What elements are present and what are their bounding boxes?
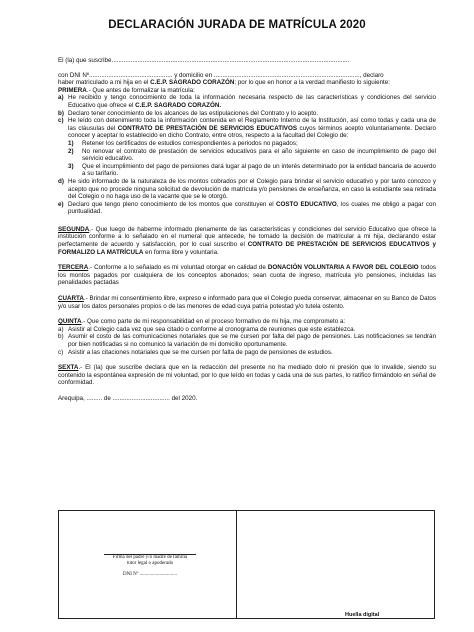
spacer <box>58 387 436 395</box>
spacer <box>58 287 436 295</box>
item-text: Asumir el costo de las comunicaciones notariales que se me cursen por falta del pago de pensiones. Las notificaciones se tendrán por bien notificadas si no comunico la variación de mi domicilio oportunamente. <box>68 333 436 348</box>
item-label: e) <box>58 200 64 208</box>
primera-subitem-2 <box>58 148 436 163</box>
primera-item-c <box>58 117 436 140</box>
item-text <box>68 94 436 109</box>
item-text: Asistir al Colegio cada vez que sea citado o conforme al cronograma de reuniones que este establezca. <box>68 325 356 333</box>
tercera-clause <box>58 264 436 287</box>
clause-text: .- Conforme a lo señalado es mi voluntad otorgar en calidad de <box>88 264 268 272</box>
item-text: Asistir a las citaciones notariales que se me cursen por falta de pago de pensiones de estudios. <box>68 348 333 356</box>
item-text-part: He recibido y tengo conocimiento de toda la información necesaria respecto de las características y condiciones del servicio Educativo que ofrece el <box>68 94 436 109</box>
primera-heading <box>58 87 436 95</box>
intro-line-2: con DNI Nº................................................ y domicilio en ...................................................................................., declaro <box>58 71 384 79</box>
contract-name: CONTRATO DE PRESTACIÓN DE SERVICIOS EDUCATIVOS <box>117 124 298 132</box>
quinta-item-c <box>58 349 436 357</box>
clause-text: en forma libre y voluntaria. <box>143 248 219 256</box>
sexta-clause <box>58 364 436 387</box>
item-text-part: cuyos términos acepto voluntariamente. Declaro conocer y aceptar lo establecido en dicho Contrato, entre otros, respecto a la facultad del Colegio de: <box>68 124 436 140</box>
school-name: C.E.P. SAGRADO CORAZÓN. <box>135 101 222 109</box>
signature-dni: DNI Nº .............................. <box>122 571 178 577</box>
quinta-clause <box>58 318 436 326</box>
clause-head: SEXTA <box>58 364 79 372</box>
school-name: C.E.P. SAGRADO CORAZÓN <box>150 79 235 87</box>
item-text: Retener los certificados de estudios correspondientes a periodos no pagados; <box>82 139 298 147</box>
primera-item-a <box>58 94 436 109</box>
clause-text: .- Que como parte de mi responsabilidad en el proceso formativo de mi hija, me comprometo a: <box>81 318 346 326</box>
primera-item-e <box>58 201 436 216</box>
spacer <box>58 216 436 226</box>
item-label: c) <box>58 117 64 125</box>
document-body <box>58 54 436 403</box>
spacer <box>58 310 436 318</box>
intro-text-b: ; por lo que en honor a la verdad manifiesto lo siguiente: <box>234 79 390 87</box>
spacer <box>58 65 436 72</box>
item-text-part: He leído con detenimiento toda la información contenida en el Reglamento Interno de la Institución, así como todas y cada una de las cláusulas del <box>68 117 436 132</box>
signature-caption-line-1: Firma del padre y/o madre de familia <box>112 555 188 560</box>
donacion-voluntaria: DONACIÓN VOLUNTARIA A FAVOR DEL COLEGIO <box>267 264 419 272</box>
item-text: Que el incumplimiento del pago de pensiones dará lugar al pago de un interés determinado por la entidad bancaria de acuerdo a su tarifario. <box>82 162 436 178</box>
document-title: DECLARACIÓN JURADA DE MATRÍCULA 2020 <box>108 19 366 31</box>
primera-subitem-1 <box>58 140 436 148</box>
clause-head: CUARTA <box>58 295 84 303</box>
spacer <box>58 356 436 364</box>
clause-text: .- El (la) que suscribe declara que en la redacción del presente no ha mediado dolo ni presión que lo invalide, siendo su contenido la espontánea expresión de mi voluntad, por lo que leído en todas y cada una de sus partes, lo ratifico firmándolo en señal de conformidad. <box>58 364 436 387</box>
intro-line-3 <box>58 79 436 87</box>
quinta-item-b <box>58 333 436 348</box>
item-text-part: , los cuales me obligo a pagar con puntualidad. <box>68 200 436 216</box>
clause-text: .- Que luego de haberme informado plenamente de las características y condiciones del servicio Educativo que ofrece la institución conforme a lo señalado en el numeral que antecede, he tomado la decisión de matricular a mi hija, declarando estar perfectamente de acuerdo y satisfacción, por lo cual suscribo el <box>58 225 436 249</box>
signature-caption-line-2: tutor legal o apoderado <box>126 561 174 567</box>
item-label: a) <box>58 94 64 102</box>
clause-text: todos los montos pagados por cualquiera de los conceptos abonados; sean cuota de ingreso, matrícula y/o pensiones, incluidas las penalidades pactadas <box>58 264 436 287</box>
item-text: Declaro tener conocimiento de los alcances de las estipulaciones del Contrato y lo acepto. <box>68 109 319 117</box>
cuarta-clause <box>58 295 436 310</box>
date-line: Arequipa, ......... de ................................. del 2020. <box>58 394 198 402</box>
clause-head: SEGUNDA <box>58 225 90 233</box>
item-label: a) <box>58 325 64 333</box>
primera-item-b <box>58 110 436 118</box>
segunda-clause <box>58 226 436 256</box>
primera-subitem-3 <box>58 163 436 178</box>
intro-text-a: haber matriculado a mi hija en el <box>58 79 151 87</box>
costo-educativo: COSTO EDUCATIVO <box>275 200 337 208</box>
item-text: He sido informado de la naturaleza de los montos cobrados por el Colegio para brindar el servicio educativo y por tanto conozco y acepto que no procede ninguna solicitud de devolución de matrícula y/o pensiones de enseñanza, en caso la estudiante sea retirada del Colegio o no haga uso de la vacante que se le otorgó. <box>68 177 436 201</box>
clause-lead: .- Que antes de formalizar la matrícula: <box>86 86 195 94</box>
clause-text: .- Brindar mi consentimiento libre, expreso e informado para que el Colegio pueda conservar, almacenar en su Banco de Datos y/o usar los datos personales propios o de las menores de edad cuya patria potestad y/o tutela ostento. <box>58 295 436 310</box>
item-label: 1) <box>68 139 74 147</box>
signature-caption <box>100 555 200 578</box>
item-label: b) <box>58 109 64 117</box>
item-text <box>68 117 436 140</box>
clause-head: TERCERA <box>58 264 89 272</box>
item-label: d) <box>58 177 64 185</box>
item-label: 2) <box>68 147 74 155</box>
intro-line-1: El (la) que suscribe......................................................................................................................................... <box>58 57 350 64</box>
clause-head: PRIMERA <box>58 86 87 94</box>
item-text: No renovar el contrato de prestación de servicios educativos para el año siguiente en caso de incumplimiento de pago del servicio educativo. <box>82 147 436 163</box>
item-label: b) <box>58 333 64 341</box>
quinta-item-a <box>58 326 436 334</box>
item-text-part: Declaro que tengo pleno conocimiento de los montos que constituyen el <box>68 200 276 208</box>
item-label: 3) <box>68 162 74 170</box>
contract-name: CONTRATO DE PRESTACIÓN DE SERVICIOS EDUCATIVOS y FORMALIZO LA MATRÍCULA <box>58 241 436 256</box>
item-text <box>68 201 436 216</box>
signature-divider <box>236 510 237 619</box>
clause-head: QUINTA <box>58 318 82 326</box>
primera-item-d <box>58 178 436 201</box>
item-label: c) <box>58 348 64 356</box>
huella-digital-label: Huella digital <box>345 612 380 618</box>
